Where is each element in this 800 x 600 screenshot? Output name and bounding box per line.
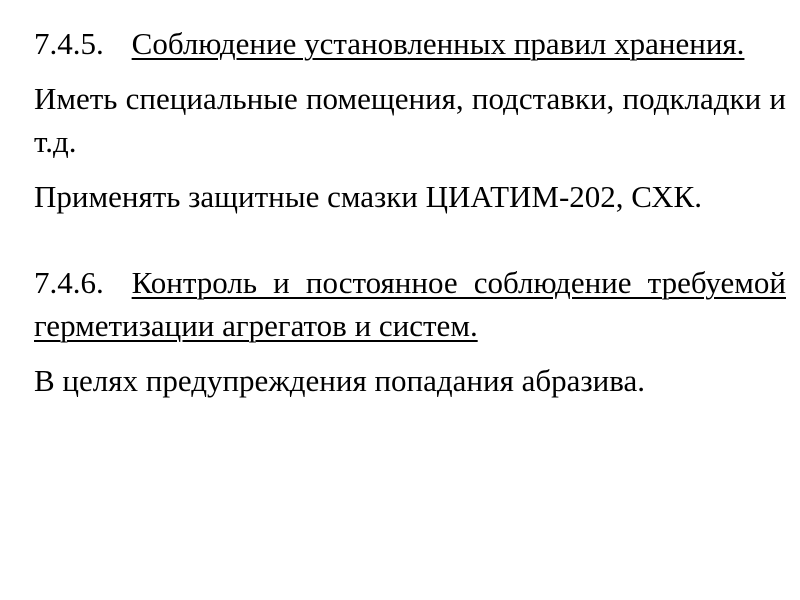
section-7-4-6-title: [34, 261, 786, 347]
section-number: 7.4.6.: [34, 265, 104, 300]
section-heading: Соблюдение установленных правил хранения.: [131, 26, 745, 61]
section-number: 7.4.5.: [34, 26, 104, 61]
section-7-4-5-title: [34, 22, 786, 65]
section-7-4-5-paragraph-1: Иметь специальные помещения, подставки, подкладки и т.д.: [34, 81, 786, 159]
section-7-4-5-paragraph-2: Применять защитные смазки ЦИАТИМ-202, СХК.: [34, 179, 702, 214]
section-7-4-6-paragraph-1: В целях предупреждения попадания абразива.: [34, 363, 645, 398]
section-heading: Контроль и постоянное соблюдение требуемой герметизации агрегатов и систем.: [34, 265, 786, 343]
